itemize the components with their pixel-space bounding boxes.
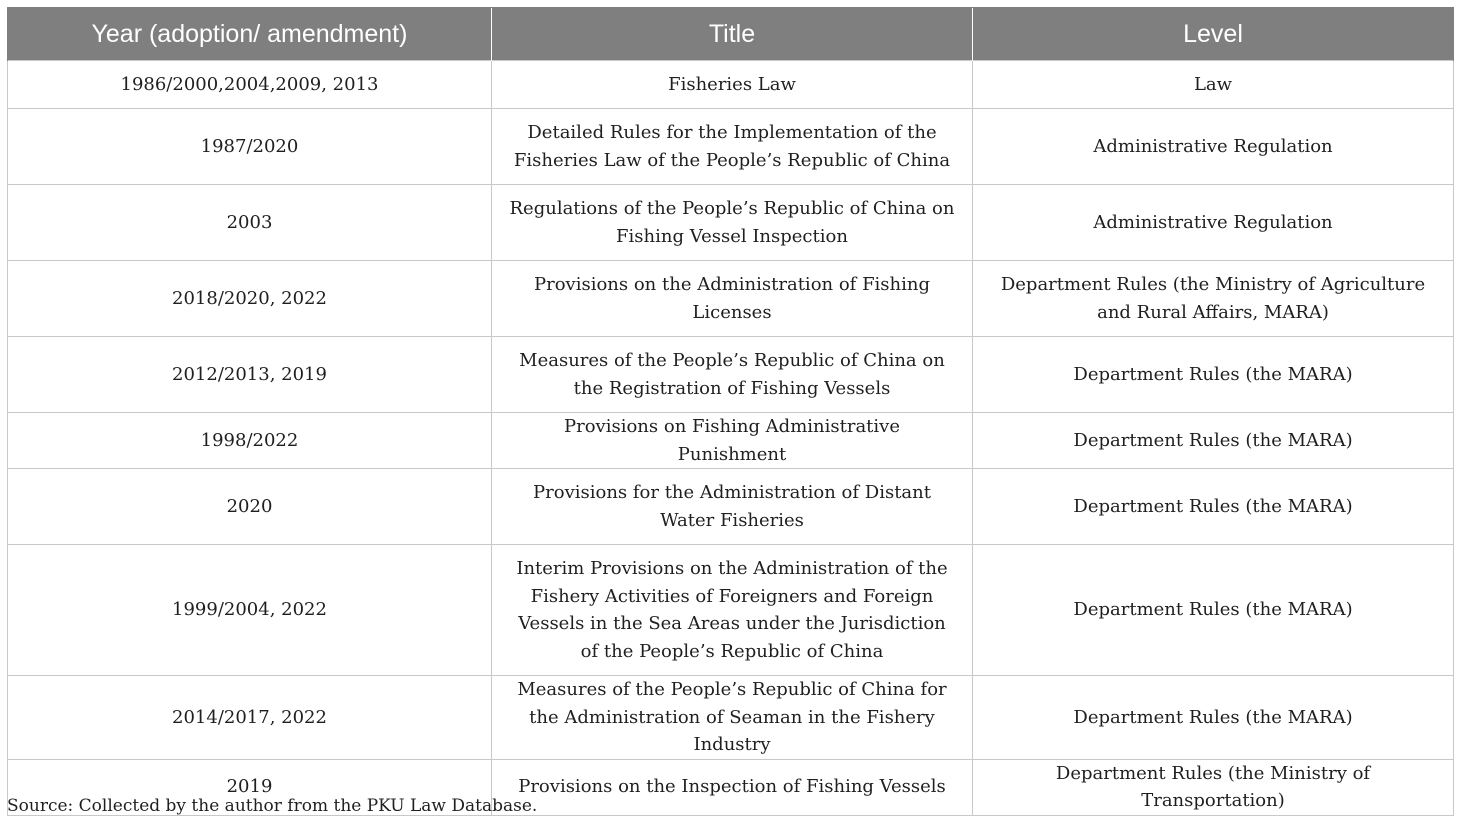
regulations-table — [7, 7, 1454, 816]
header-row — [8, 8, 1454, 61]
table-row — [8, 469, 1454, 545]
cell-level: Department Rules (the MARA) — [973, 545, 1454, 676]
source-note: Source: Collected by the author from the PKU Law Database. — [7, 796, 538, 816]
table-row — [8, 109, 1454, 185]
cell-year: 2020 — [8, 469, 492, 545]
cell-title: Measures of the People’s Republic of China for the Administration of Seaman in the Fishery Industry — [492, 676, 973, 760]
table-row — [8, 676, 1454, 760]
cell-year: 1998/2022 — [8, 413, 492, 469]
table-header — [8, 8, 1454, 61]
cell-title: Provisions on the Administration of Fishing Licenses — [492, 261, 973, 337]
cell-year: 2018/2020, 2022 — [8, 261, 492, 337]
cell-level: Department Rules (the Ministry of Agriculture and Rural Affairs, MARA) — [973, 261, 1454, 337]
table-body — [8, 61, 1454, 816]
cell-year: 2014/2017, 2022 — [8, 676, 492, 760]
cell-title: Regulations of the People’s Republic of China on Fishing Vessel Inspection — [492, 185, 973, 261]
cell-year: 2019 — [8, 759, 492, 815]
cell-level: Administrative Regulation — [973, 185, 1454, 261]
cell-level: Department Rules (the Ministry of Transportation) — [973, 759, 1454, 815]
cell-year: 1999/2004, 2022 — [8, 545, 492, 676]
cell-year: 1987/2020 — [8, 109, 492, 185]
cell-title: Interim Provisions on the Administration of the Fishery Activities of Foreigners and Foreign Vessels in the Sea Areas under the Jurisdiction of the People’s Republic of China — [492, 545, 973, 676]
table-row — [8, 261, 1454, 337]
table-row — [8, 61, 1454, 109]
table-row — [8, 185, 1454, 261]
cell-level: Administrative Regulation — [973, 109, 1454, 185]
cell-level: Law — [973, 61, 1454, 109]
cell-level: Department Rules (the MARA) — [973, 337, 1454, 413]
table-row — [8, 413, 1454, 469]
table-row — [8, 337, 1454, 413]
column-header-year: Year (adoption/ amendment) — [8, 8, 492, 61]
regulations-table-container — [7, 7, 1453, 816]
cell-level: Department Rules (the MARA) — [973, 469, 1454, 545]
cell-title: Detailed Rules for the Implementation of the Fisheries Law of the People’s Republic of China — [492, 109, 973, 185]
cell-level: Department Rules (the MARA) — [973, 413, 1454, 469]
cell-year: 1986/2000,2004,2009, 2013 — [8, 61, 492, 109]
cell-level: Department Rules (the MARA) — [973, 676, 1454, 760]
table-row — [8, 545, 1454, 676]
cell-title: Provisions on the Inspection of Fishing Vessels — [492, 759, 973, 815]
cell-title: Provisions on Fishing Administrative Punishment — [492, 413, 973, 469]
column-header-level: Level — [973, 8, 1454, 61]
column-header-title: Title — [492, 8, 973, 61]
cell-title: Provisions for the Administration of Distant Water Fisheries — [492, 469, 973, 545]
cell-title: Fisheries Law — [492, 61, 973, 109]
cell-year: 2012/2013, 2019 — [8, 337, 492, 413]
cell-year: 2003 — [8, 185, 492, 261]
cell-title: Measures of the People’s Republic of China on the Registration of Fishing Vessels — [492, 337, 973, 413]
